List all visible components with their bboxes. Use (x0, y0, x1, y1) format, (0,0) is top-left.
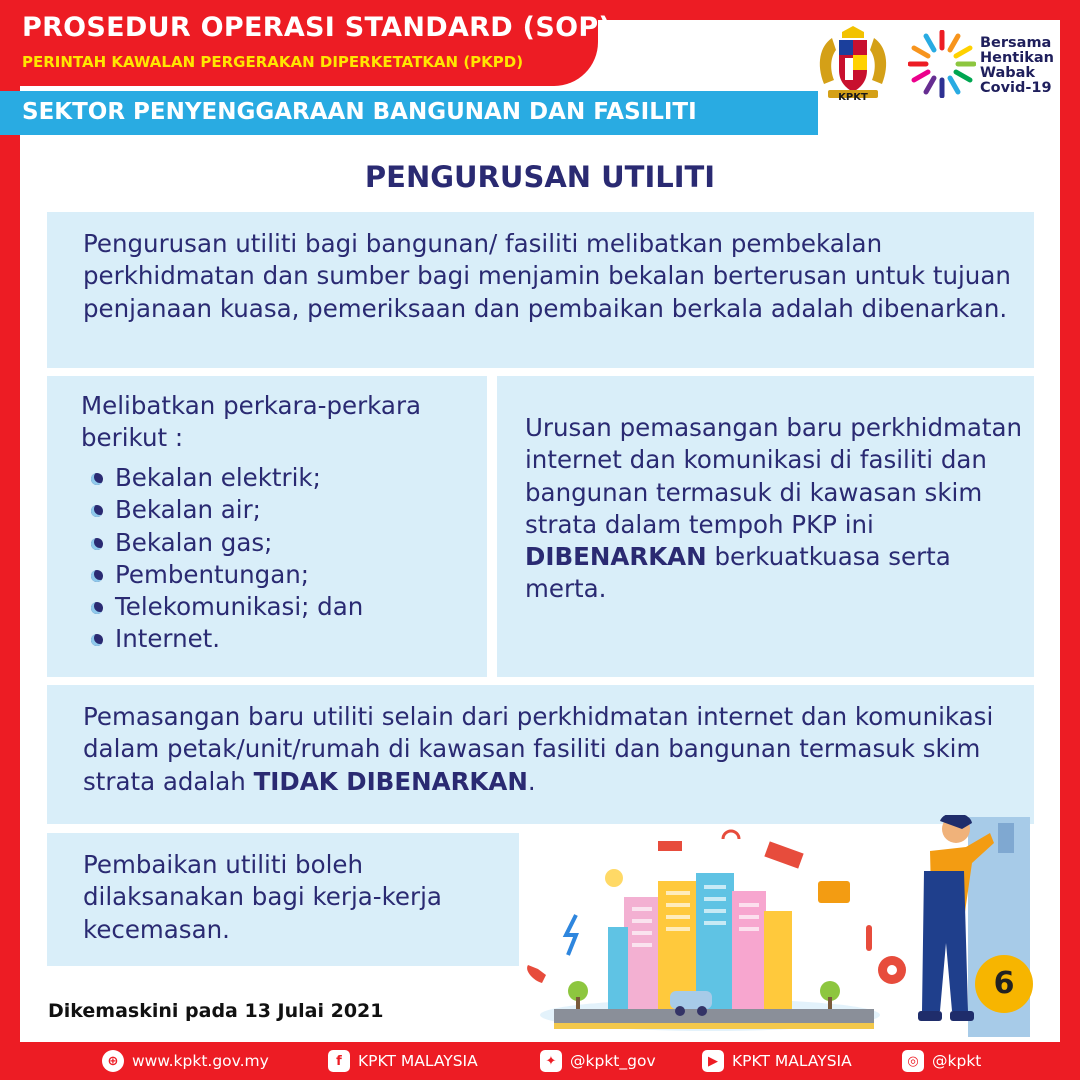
utility-list (91, 462, 363, 656)
main-title: PENGURUSAN UTILITI (364, 160, 716, 194)
youtube-icon: ▶ (702, 1050, 724, 1072)
list-intro: Melibatkan perkara-perkara berikut : (81, 391, 422, 453)
instagram-icon: ◎ (902, 1050, 924, 1072)
city-utilities-illustration (520, 815, 1040, 1040)
list-item-label: Bekalan air; (115, 495, 261, 525)
list-item-label: Bekalan elektrik; (115, 463, 321, 492)
bullet-icon (91, 473, 103, 485)
info-text-part: Pemasangan baru utiliti selain dari perkhidmatan internet dan komunikasi dalam petak/unit/rumah di kawasan fasiliti dan bangunan termasuk skim strata adalah (83, 702, 994, 796)
info-box-internet-installation (497, 376, 1034, 677)
campaign-slogan (980, 36, 1054, 96)
info-box-new-utility-installation (47, 685, 1034, 824)
info-text-part: Urusan pemasangan baru perkhidmatan internet dan komunikasi di fasiliti dan bangunan termasuk di kawasan skim strata dalam tempoh PKP ini (525, 413, 1023, 539)
footer-social-bar (0, 1042, 1080, 1080)
footer-instagram-link[interactable] (902, 1050, 981, 1072)
bullet-icon (91, 602, 103, 614)
updated-date: Dikemaskini pada 13 Julai 2021 (48, 1000, 384, 1022)
emphasis-allowed: DIBENARKAN (525, 542, 707, 572)
footer-website-label: www.kpkt.gov.my (132, 1052, 269, 1070)
list-item-label: Telekomunikasi; dan (115, 592, 364, 622)
info-box-utility-management (47, 212, 1034, 368)
list-item (91, 591, 363, 623)
footer-instagram-label: @kpkt (932, 1052, 982, 1070)
footer-youtube-label: KPKT MALAYSIA (732, 1052, 852, 1070)
list-item (91, 527, 363, 559)
footer-facebook-link[interactable] (328, 1050, 478, 1072)
header-banner (0, 0, 612, 86)
info-text: Pengurusan utiliti bagi bangunan/ fasiliti melibatkan pembekalan perkhidmatan dan sumber bagi menjamin bekalan berterusan untuk tujuan penjanaan kuasa, pemeriksaan dan pembaikan berkala adalah dibenarkan. (83, 229, 1011, 323)
bullet-icon (91, 505, 103, 517)
globe-icon: ⊕ (102, 1050, 124, 1072)
info-text-part: . (527, 766, 536, 796)
slogan-line: Hentikan (980, 50, 1054, 66)
footer-website-link[interactable] (102, 1050, 269, 1072)
page-number-badge: 6 (975, 955, 1033, 1013)
info-text (525, 412, 1025, 606)
info-box-emergency-repair (47, 833, 519, 966)
sector-title: SEKTOR PENYENGGARAAN BANGUNAN DAN FASILITI (22, 99, 697, 125)
facebook-icon: f (328, 1050, 350, 1072)
twitter-icon: ✦ (540, 1050, 562, 1072)
list-item (91, 462, 363, 494)
list-item-label: Internet. (115, 624, 221, 654)
list-item-label: Pembentungan; (115, 559, 310, 589)
bullet-icon (91, 634, 103, 646)
footer-twitter-label: @kpkt_gov (570, 1052, 656, 1070)
header-title: PROSEDUR OPERASI STANDARD (SOP) (22, 12, 612, 43)
header-subtitle: PERINTAH KAWALAN PERGERAKAN DIPERKETATKAN (PKPD) (22, 53, 524, 71)
slogan-line: Wabak (980, 65, 1036, 81)
bullet-icon (91, 538, 103, 550)
bullet-icon (91, 570, 103, 582)
info-box-covered-items (47, 376, 487, 677)
info-text (83, 701, 1023, 798)
slogan-line: Bersama (980, 35, 1052, 51)
covid-campaign-logo (908, 30, 976, 98)
footer-facebook-label: KPKT MALAYSIA (358, 1052, 478, 1070)
slogan-line: Covid-19 (980, 80, 1052, 96)
footer-twitter-link[interactable] (540, 1050, 656, 1072)
info-text: Pembaikan utiliti boleh dilaksanakan bagi kerja-kerja kecemasan. (83, 850, 442, 944)
malaysia-crest-logo (812, 24, 894, 102)
sector-banner (0, 91, 818, 135)
list-item (91, 494, 363, 526)
list-item (91, 623, 363, 655)
ministry-label: KPKT (838, 92, 868, 103)
emphasis-not-allowed: TIDAK DIBENARKAN (253, 766, 528, 796)
list-item (91, 559, 363, 591)
list-item-label: Bekalan gas; (115, 527, 273, 557)
footer-youtube-link[interactable] (702, 1050, 852, 1072)
info-text-part: berkuatkuasa serta merta. (525, 542, 951, 604)
